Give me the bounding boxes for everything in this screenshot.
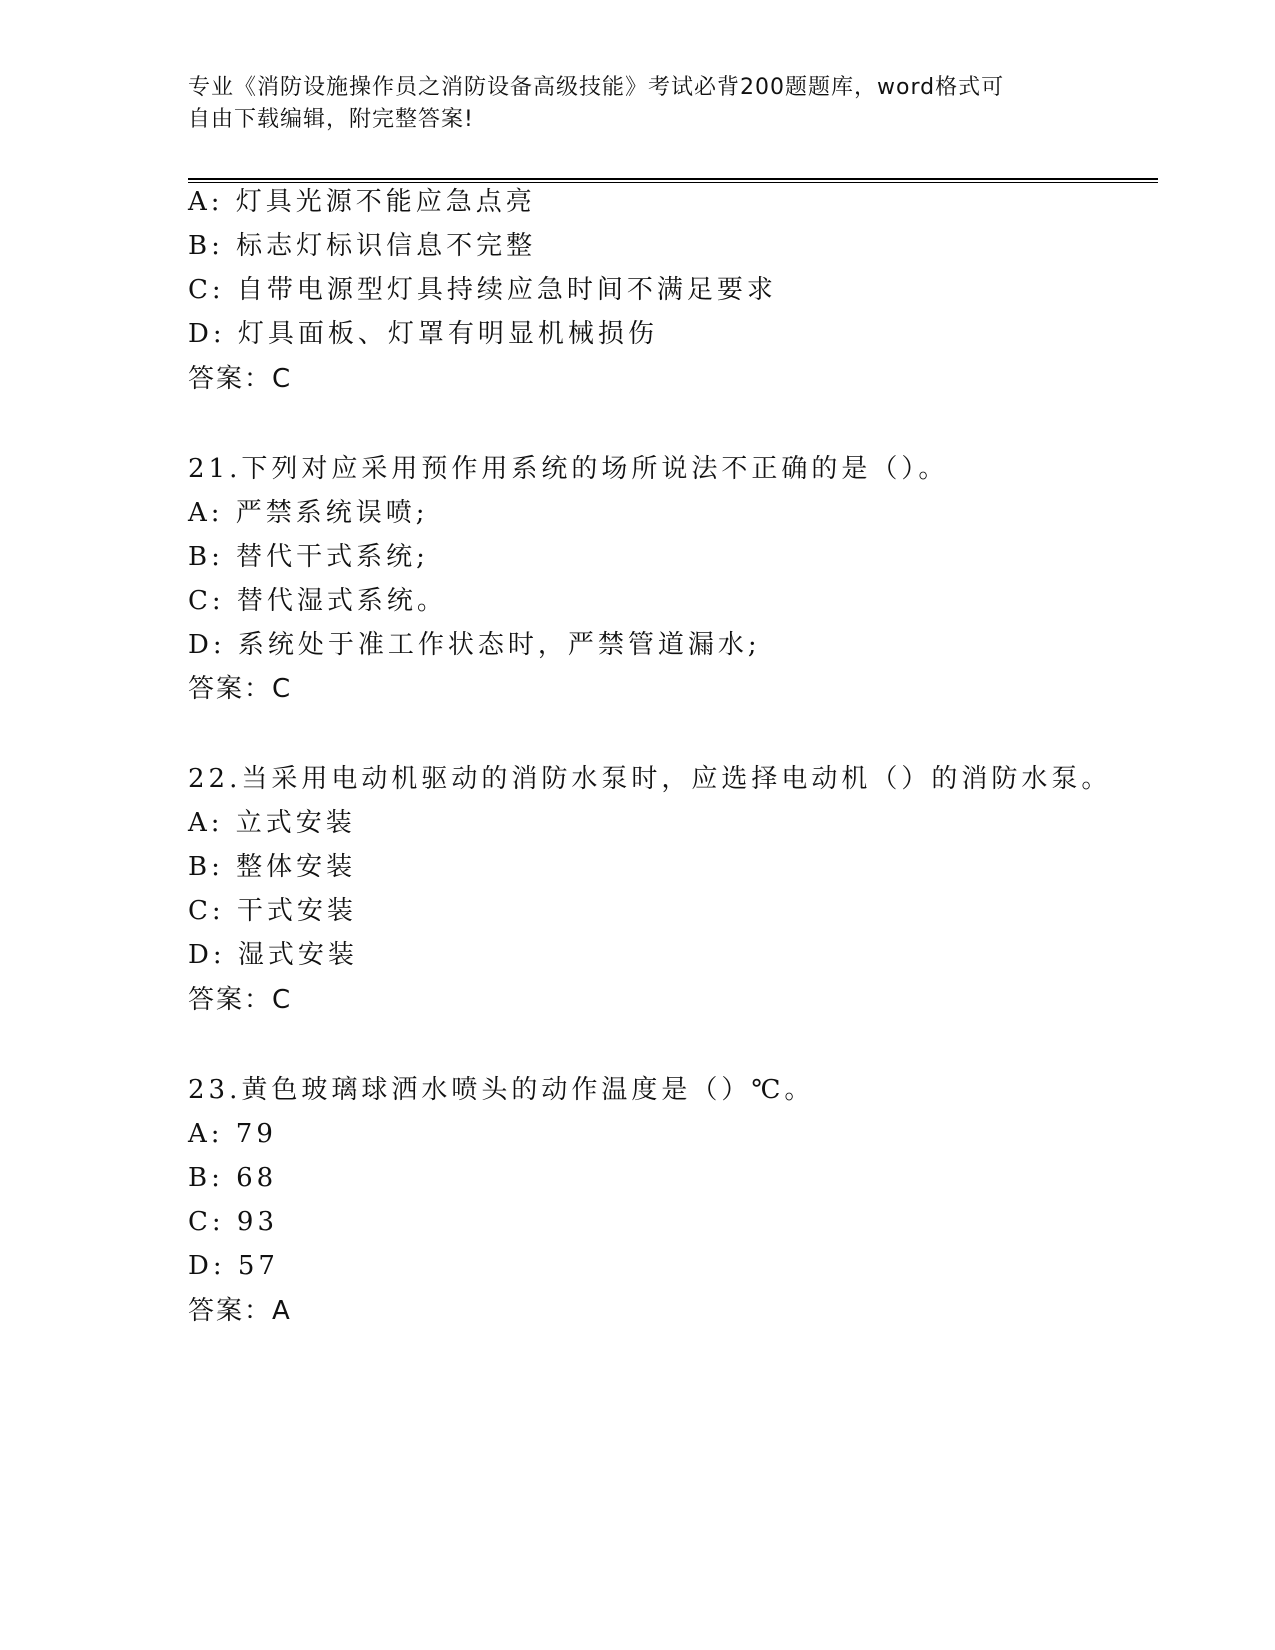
q22-question: 22.当采用电动机驱动的消防水泵时，应选择电动机（）的消防水泵。 bbox=[188, 764, 1112, 794]
q23-option-a: A: 79 bbox=[188, 1119, 277, 1149]
q20-option-c: C: 自带电源型灯具持续应急时间不满足要求 bbox=[188, 275, 777, 305]
q22-answer: 答案：C bbox=[188, 985, 293, 1015]
q21-option-d: D: 系统处于准工作状态时，严禁管道漏水; bbox=[188, 630, 761, 660]
header-line-1: 专业《消防设施操作员之消防设备高级技能》考试必背200题题库，word格式可 bbox=[188, 75, 1005, 100]
q22-option-b: B: 整体安装 bbox=[188, 852, 357, 882]
q20-answer: 答案：C bbox=[188, 364, 293, 394]
q23-option-b: B: 68 bbox=[188, 1163, 278, 1193]
q22-option-a: A: 立式安装 bbox=[188, 808, 356, 838]
q23-option-c: C: 93 bbox=[188, 1207, 279, 1237]
q20-option-a: A: 灯具光源不能应急点亮 bbox=[188, 187, 536, 217]
q21-option-a: A: 严禁系统误喷; bbox=[188, 498, 429, 528]
q23-option-d: D: 57 bbox=[188, 1251, 279, 1281]
q21-answer: 答案：C bbox=[188, 674, 293, 704]
q21-question: 21.下列对应采用预作用系统的场所说法不正确的是（）。 bbox=[188, 454, 949, 484]
q22-option-c: C: 干式安装 bbox=[188, 896, 357, 926]
q21-option-b: B: 替代干式系统; bbox=[188, 542, 429, 572]
q23-question: 23.黄色玻璃球洒水喷头的动作温度是（）℃。 bbox=[188, 1075, 815, 1105]
q20-option-b: B: 标志灯标识信息不完整 bbox=[188, 231, 537, 261]
header-divider bbox=[188, 178, 1158, 183]
document-header bbox=[188, 72, 1088, 136]
q21-option-c: C: 替代湿式系统。 bbox=[188, 586, 447, 616]
q22-option-d: D: 湿式安装 bbox=[188, 940, 358, 970]
header-line-2: 自由下载编辑，附完整答案! bbox=[188, 107, 474, 132]
q20-option-d: D: 灯具面板、灯罩有明显机械损伤 bbox=[188, 319, 658, 349]
q23-answer: 答案：A bbox=[188, 1296, 292, 1326]
